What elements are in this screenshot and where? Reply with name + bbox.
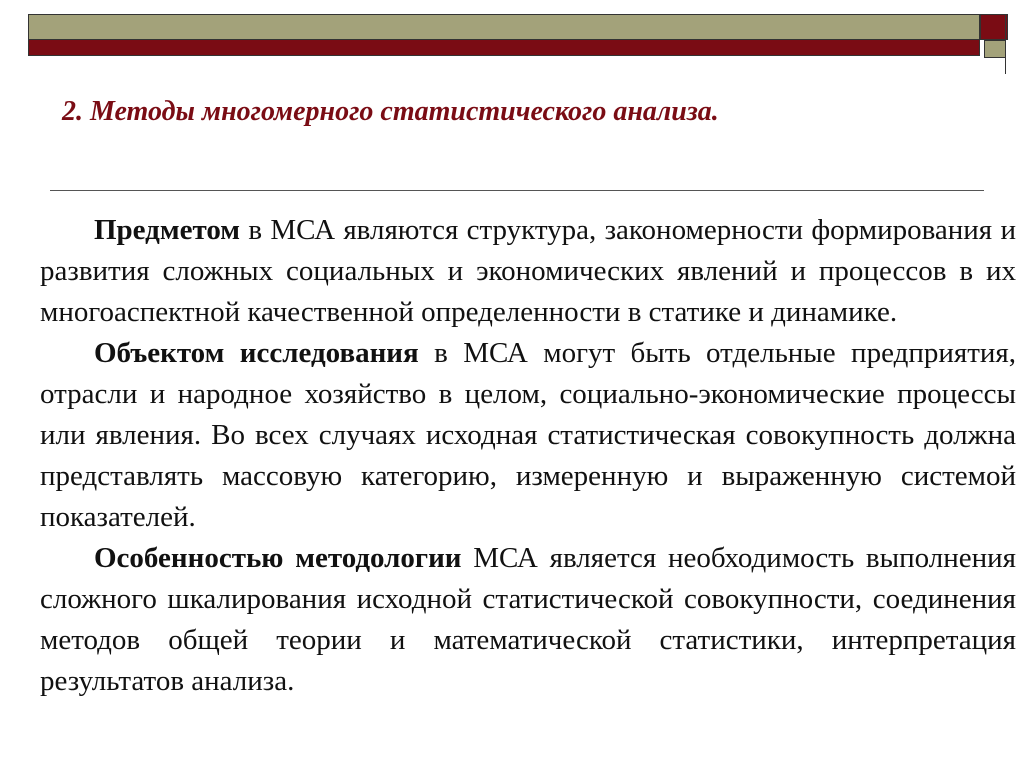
paragraph-object-term: Объектом исследования xyxy=(94,337,419,369)
corner-vertical-line xyxy=(1005,14,1006,74)
title-divider xyxy=(50,190,984,191)
paragraph-object xyxy=(40,333,1016,538)
header-olive-band xyxy=(29,15,979,40)
corner-olive-square xyxy=(984,40,1006,58)
corner-maroon-square xyxy=(980,14,1008,40)
slide-title: 2. Методы многомерного статистического анализа. xyxy=(62,96,719,127)
paragraph-subject-text: в МСА являются структура, закономерности формирования и развития сложных социальных и экономических явлений и процессов в их многоаспектной качественной определенности в статике и динамике. xyxy=(40,214,1016,328)
paragraph-methodology-term: Особенностью методологии xyxy=(94,542,462,574)
paragraph-methodology-text: МСА является необходимость выполнения сложного шкалирования исходной статистической совокупности, соединения методов общей теории и математической статистики, интерпретация результатов анализа. xyxy=(40,542,1016,697)
header-decoration-bar xyxy=(28,14,980,56)
paragraph-object-text: в МСА могут быть отдельные предприятия, отрасли и народное хозяйство в целом, социально-экономические процессы или явления. Во всех случаях исходная статистическая совокупность должна представлять массовую категорию, измеренную и выраженную системой показателей. xyxy=(40,337,1016,533)
paragraph-methodology xyxy=(40,538,1016,702)
paragraph-subject xyxy=(40,210,1016,333)
paragraph-subject-term: Предметом xyxy=(94,214,241,246)
header-maroon-band xyxy=(29,40,979,55)
slide-body xyxy=(40,210,1016,702)
